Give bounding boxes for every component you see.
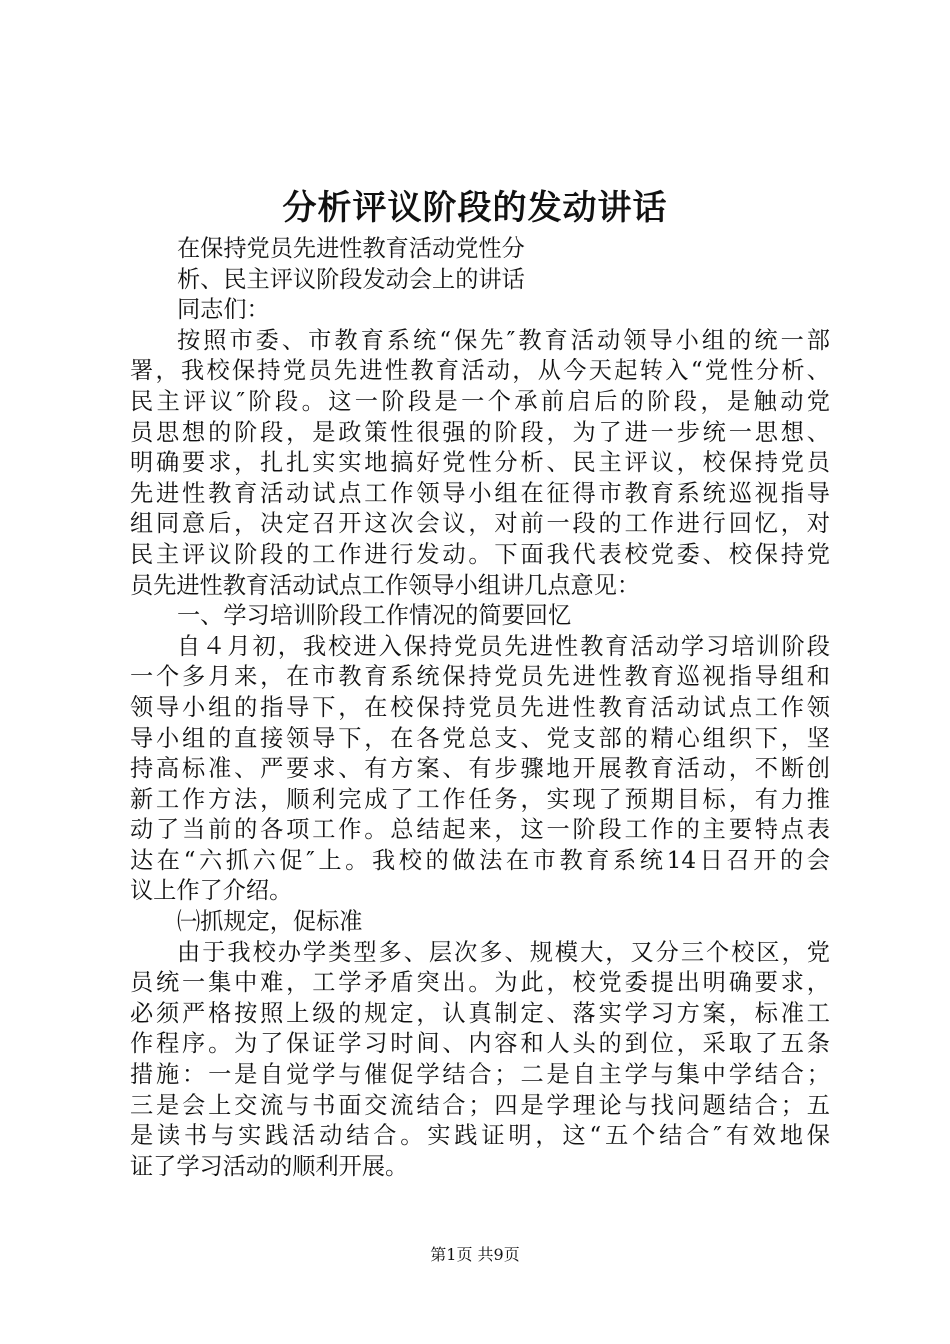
text-line: 员统一集中难，工学矛盾突出。为此，校党委提出明确要求， — [130, 969, 830, 997]
text-line: 先进性教育活动试点工作领导小组在征得市教育系统巡视指导 — [130, 479, 830, 507]
text-line: ㈠抓规定，促标准 — [177, 908, 363, 936]
text-line: 在保持党员先进性教育活动党性分 — [177, 235, 525, 262]
text-line: 自４月初，我校进入保持党员先进性教育活动学习培训阶段 — [177, 632, 830, 660]
text-line: 导小组的直接领导下，在各党总支、党支部的精心组织下，坚 — [130, 724, 830, 752]
text-line: 按照市委、市教育系统“保先″教育活动领导小组的统一部 — [177, 326, 830, 354]
text-line: 民主评议″阶段。这一阶段是一个承前启后的阶段，是触动党 — [130, 387, 830, 415]
text-line: 明确要求，扎扎实实地搞好党性分析、民主评议，校保持党员 — [130, 449, 830, 477]
text-line: 署，我校保持党员先进性教育活动，从今天起转入“党性分析、 — [130, 357, 830, 385]
text-line: 持高标准、严要求、有方案、有步骤地开展教育活动，不断创 — [130, 755, 830, 783]
text-line: 民主评议阶段的工作进行发动。下面我代表校党委、校保持党 — [130, 540, 830, 568]
text-line: 措施：一是自觉学与催促学结合；二是自主学与集中学结合； — [130, 1061, 830, 1089]
text-line: 证了学习活动的顺利开展。 — [130, 1152, 409, 1180]
text-line: 动了当前的各项工作。总结起来，这一阶段工作的主要特点表 — [130, 816, 830, 844]
document-body — [130, 234, 830, 1182]
text-line: 析、民主评议阶段发动会上的讲话 — [177, 265, 525, 293]
text-line: 新工作方法，顺利完成了工作任务，实现了预期目标，有力推 — [130, 785, 830, 813]
text-line: 达在“六抓六促″上。我校的做法在市教育系统14日召开的会 — [130, 846, 830, 874]
text-line: 三是会上交流与书面交流结合；四是学理论与找问题结合；五 — [130, 1091, 830, 1119]
text-line: 必须严格按照上级的规定，认真制定、落实学习方案，标准工 — [130, 999, 830, 1027]
document-title: 分析评议阶段的发动讲话 — [282, 188, 668, 228]
text-line: 员先进性教育活动试点工作领导小组讲几点意见： — [130, 571, 641, 599]
text-line: 一个多月来，在市教育系统保持党员先进性教育巡视指导组和 — [130, 663, 830, 691]
text-line: 作程序。为了保证学习时间、内容和人头的到位，采取了五条 — [130, 1030, 830, 1058]
text-line: 组同意后，决定召开这次会议，对前一段的工作进行回忆，对 — [130, 510, 830, 538]
text-line: 由于我校办学类型多、层次多、规模大，又分三个校区，党 — [177, 938, 830, 966]
page-footer: 第1页 共9页 — [430, 1245, 520, 1264]
text-line: 一、学习培训阶段工作情况的简要回忆 — [177, 602, 572, 630]
text-line: 员思想的阶段，是政策性很强的阶段，为了进一步统一思想、 — [130, 418, 830, 446]
text-line: 同志们： — [177, 296, 270, 324]
text-line: 领导小组的指导下，在校保持党员先进性教育活动试点工作领 — [130, 693, 830, 721]
text-line: 议上作了介绍。 — [130, 877, 293, 905]
text-line: 是读书与实践活动结合。实践证明，这“五个结合″有效地保 — [130, 1122, 830, 1150]
